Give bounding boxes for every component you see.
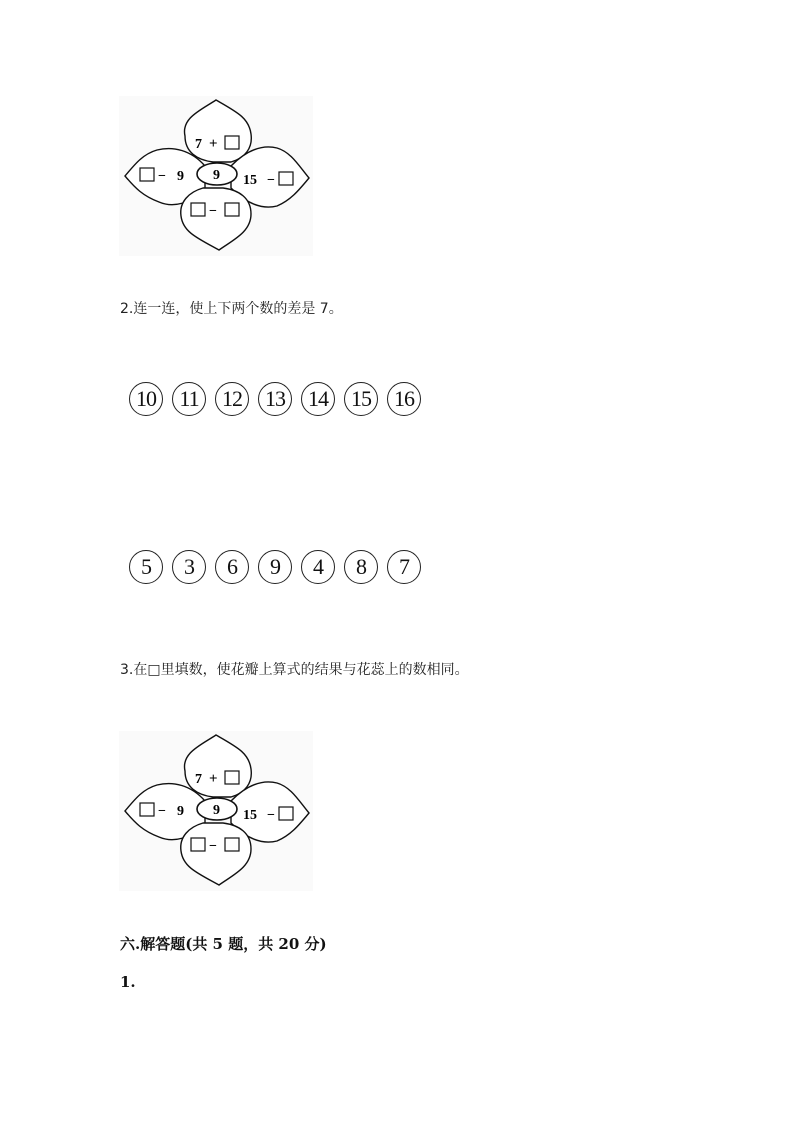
bottom-number-circle[interactable]: 9 — [258, 550, 292, 584]
flower2-center-number: 9 — [213, 803, 220, 818]
flower-diagram-1 — [119, 96, 313, 256]
flower2-right-operator: − — [267, 808, 275, 823]
flower2-left-right-number: 9 — [177, 804, 184, 819]
flower2-bottom-operator: − — [209, 839, 217, 854]
bottom-number-circle[interactable]: 6 — [215, 550, 249, 584]
flower1-center-number: 9 — [213, 168, 220, 183]
flower2-top-left-number: 7 — [195, 772, 202, 787]
section-6-title: 六.解答题(共 5 题，共 20 分) — [120, 935, 327, 953]
flower1-left-right-number: 9 — [177, 169, 184, 184]
flower-svg-2 — [119, 731, 313, 891]
flower1-top-left-number: 7 — [195, 137, 202, 152]
top-number-row — [129, 382, 421, 416]
bottom-number-circle[interactable]: 5 — [129, 550, 163, 584]
flower2-top-operator: + — [209, 771, 218, 787]
flower2-right-left-number: 15 — [243, 808, 257, 823]
question-2-text: 2.连一连，使上下两个数的差是 7。 — [120, 301, 343, 317]
flower1-top-operator: + — [209, 136, 218, 152]
flower-svg-1 — [119, 96, 313, 256]
top-number-circle[interactable]: 16 — [387, 382, 421, 416]
flower2-left-operator: − — [158, 804, 166, 819]
top-number-circle[interactable]: 13 — [258, 382, 292, 416]
bottom-number-row — [129, 550, 421, 584]
top-number-circle[interactable]: 15 — [344, 382, 378, 416]
top-number-circle[interactable]: 11 — [172, 382, 206, 416]
bottom-number-circle[interactable]: 4 — [301, 550, 335, 584]
flower1-right-operator: − — [267, 173, 275, 188]
flower1-left-operator: − — [158, 169, 166, 184]
bottom-number-circle[interactable]: 3 — [172, 550, 206, 584]
question-3-text: 3.在□里填数，使花瓣上算式的结果与花蕊上的数相同。 — [120, 662, 469, 678]
section-6-item-1: 1. — [120, 973, 136, 991]
flower1-right-left-number: 15 — [243, 173, 257, 188]
top-number-circle[interactable]: 12 — [215, 382, 249, 416]
top-number-circle[interactable]: 10 — [129, 382, 163, 416]
bottom-number-circle[interactable]: 8 — [344, 550, 378, 584]
flower1-bottom-operator: − — [209, 204, 217, 219]
flower-diagram-2 — [119, 731, 313, 891]
top-number-circle[interactable]: 14 — [301, 382, 335, 416]
bottom-number-circle[interactable]: 7 — [387, 550, 421, 584]
